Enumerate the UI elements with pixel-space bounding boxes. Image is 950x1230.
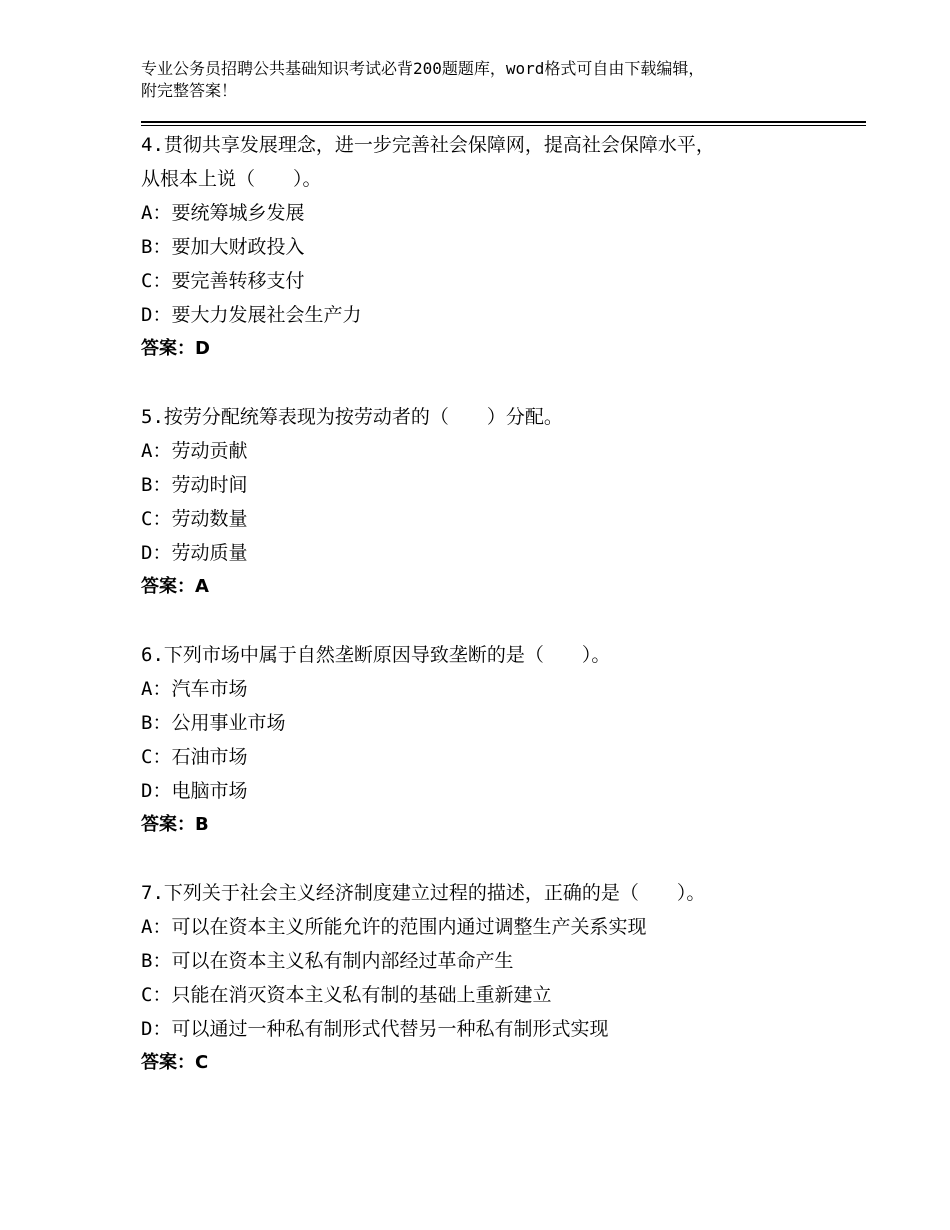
option-c: C：石油市场 — [141, 746, 248, 768]
question-list — [141, 128, 866, 1114]
header-line-1: 专业公务员招聘公共基础知识考试必背200题题库，word格式可自由下载编辑， — [141, 59, 705, 78]
option-d: D：可以通过一种私有制形式代替另一种私有制形式实现 — [141, 1018, 609, 1040]
option-b: B：要加大财政投入 — [141, 236, 305, 258]
question-4 — [141, 128, 866, 366]
option-a: A：劳动贡献 — [141, 440, 248, 462]
option-b: B：可以在资本主义私有制内部经过革命产生 — [141, 950, 514, 972]
option-c: C：劳动数量 — [141, 508, 248, 530]
document-header — [141, 58, 841, 102]
question-5 — [141, 400, 866, 604]
question-stem-line: 6.下列市场中属于自然垄断原因导致垄断的是（ ）。 — [141, 644, 611, 666]
header-rule-thick — [141, 121, 866, 123]
answer-line: 答案：D — [141, 338, 210, 359]
option-c: C：要完善转移支付 — [141, 270, 305, 292]
question-stem-line: 7.下列关于社会主义经济制度建立过程的描述，正确的是（ ）。 — [141, 882, 706, 904]
answer-line: 答案：C — [141, 1052, 209, 1073]
header-line-2: 附完整答案！ — [141, 81, 238, 100]
question-6 — [141, 638, 866, 842]
question-stem-line: 4.贯彻共享发展理念，进一步完善社会保障网，提高社会保障水平， — [141, 134, 715, 156]
option-a: A：可以在资本主义所能允许的范围内通过调整生产关系实现 — [141, 916, 647, 938]
question-7 — [141, 876, 866, 1080]
option-b: B：公用事业市场 — [141, 712, 286, 734]
option-c: C：只能在消灭资本主义私有制的基础上重新建立 — [141, 984, 552, 1006]
option-d: D：劳动质量 — [141, 542, 248, 564]
answer-line: 答案：A — [141, 576, 209, 597]
question-stem-line: 5.按劳分配统筹表现为按劳动者的（ ）分配。 — [141, 406, 563, 428]
option-a: A：汽车市场 — [141, 678, 248, 700]
option-d: D：电脑市场 — [141, 780, 248, 802]
option-d: D：要大力发展社会生产力 — [141, 304, 362, 326]
option-b: B：劳动时间 — [141, 474, 248, 496]
answer-line: 答案：B — [141, 814, 209, 835]
question-stem-line: 从根本上说（ ）。 — [141, 168, 322, 190]
header-rule-thin — [141, 125, 866, 126]
option-a: A：要统筹城乡发展 — [141, 202, 305, 224]
